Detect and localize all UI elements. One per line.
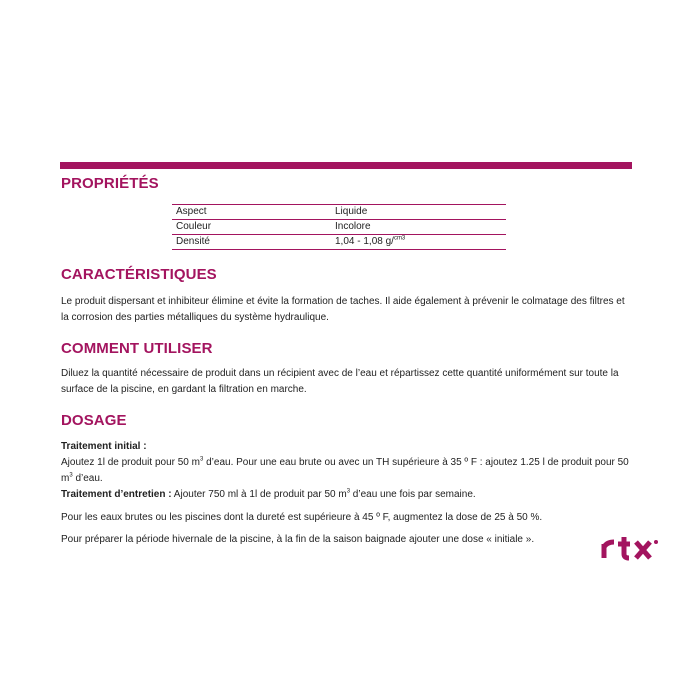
table-row bbox=[172, 220, 506, 235]
property-label: Aspect bbox=[172, 205, 331, 220]
dosage-entretien-label: Traitement d’entretien : bbox=[61, 489, 172, 500]
comment-utiliser-text: Diluez la quantité nécessaire de produit dans un récipient avec de l’eau et répartissez cette quantité uniformément sur toute la surface de la piscine, en gardant la filtration en marche. bbox=[61, 368, 619, 395]
brand-logo bbox=[598, 532, 670, 562]
property-label: Densité bbox=[172, 235, 331, 250]
property-value: Incolore bbox=[331, 220, 506, 235]
section-title-dosage: DOSAGE bbox=[61, 412, 127, 429]
dosage-initial-label: Traitement initial : bbox=[61, 441, 147, 452]
dosage-entretien-paragraph: Traitement d’entretien : Ajouter 750 ml à 1l de produit par 50 $m^3$ d’eau une fois par semaine. bbox=[61, 488, 476, 500]
property-value: Liquide bbox=[331, 205, 506, 220]
unit-superscript: cm3 bbox=[393, 235, 406, 242]
table-row bbox=[172, 205, 506, 220]
top-accent-bar bbox=[60, 162, 632, 169]
section-title-comment-utiliser: COMMENT UTILISER bbox=[61, 340, 213, 357]
dosage-initial-paragraph: Traitement initial : Ajoutez 1l de produit pour 50 $m^3$ d’eau. Pour une eau brute ou avec un TH supérieure à 35 º F : ajoutez 1.25 l de produit pour 50 $m^3$ d’eau. bbox=[61, 441, 629, 484]
section-title-proprietes: PROPRIÉTÉS bbox=[61, 175, 159, 192]
dosage-durete-line: Pour les eaux brutes ou les piscines dont la dureté est supérieure à 45 º F, augmentez la dose de 25 à 50 %. bbox=[61, 512, 543, 523]
table-row bbox=[172, 235, 506, 250]
property-value: 1,04 - 1,08 g/$^{cm3}$ bbox=[331, 235, 506, 250]
dosage-hivernale-line: Pour préparer la période hivernale de la piscine, à la fin de la saison baignade ajouter une dose « initiale ». bbox=[61, 534, 535, 545]
properties-table bbox=[172, 204, 506, 250]
caracteristiques-text: Le produit dispersant et inhibiteur élimine et évite la formation de taches. Il aide également à prévenir le colmatage des filtres et la corrosion des parties métalliques du système hydraulique. bbox=[61, 296, 625, 323]
section-title-caracteristiques: CARACTÉRISTIQUES bbox=[61, 266, 217, 283]
property-label: Couleur bbox=[172, 220, 331, 235]
